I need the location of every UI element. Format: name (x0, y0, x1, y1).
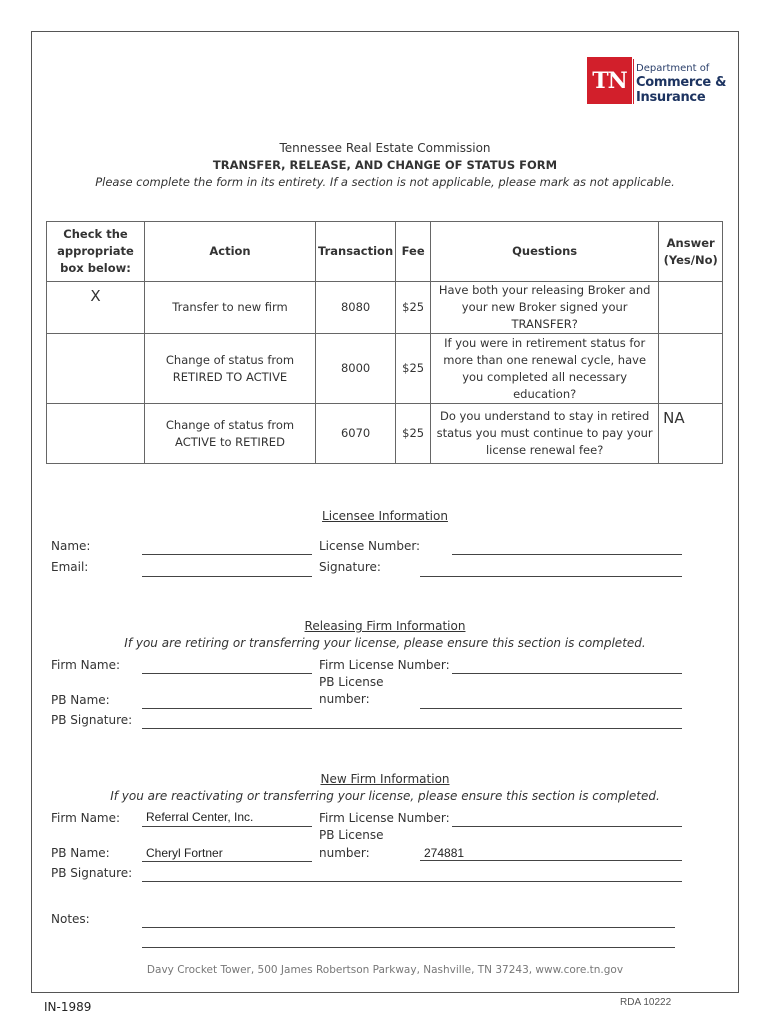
releasing-pb-signature-label: PB Signature: (51, 713, 133, 727)
action-line-1: Change of status from (165, 417, 295, 432)
action-cell (145, 404, 316, 464)
new-firm-name-label: Firm Name: (51, 811, 121, 825)
rda-number: RDA 10222 (620, 997, 672, 1008)
table-row (47, 404, 723, 464)
tn-commerce-insurance-logo (587, 57, 727, 107)
new-firm-license-input[interactable] (452, 812, 682, 827)
form-id: IN-1989 (44, 1000, 92, 1014)
releasing-firm-license-input[interactable] (452, 659, 682, 674)
header-answer-line-2: (Yes/No) (663, 252, 718, 267)
action-line-2: ACTIVE to RETIRED (175, 434, 285, 449)
new-pb-license-value: 274881 (424, 846, 465, 860)
new-pb-name-label: PB Name: (51, 846, 110, 860)
action-table (46, 221, 723, 464)
new-firm-section-title: New Firm Information (320, 772, 450, 786)
license-number-input[interactable] (452, 540, 682, 555)
new-firm-section-subtitle: If you are reactivating or transferring your license, please ensure this section is completed. (110, 789, 660, 803)
releasing-pb-signature-input[interactable] (142, 714, 682, 729)
email-label: Email: (51, 560, 89, 574)
notes-input-line-1[interactable] (142, 913, 675, 928)
license-number-label: License Number: (319, 539, 421, 553)
signature-input[interactable] (420, 562, 682, 577)
name-input[interactable] (142, 540, 312, 555)
question-line-2: status you must continue to pay your (436, 426, 653, 440)
header-check-line-1: Check the (63, 227, 128, 241)
new-pb-name-value: Cheryl Fortner (146, 846, 223, 860)
answer-box-transfer[interactable] (659, 282, 723, 334)
tn-badge: TN (587, 57, 632, 104)
logo-line-2: Commerce & (636, 75, 727, 90)
table-header-row (47, 222, 723, 282)
question-line-2: more than one renewal cycle, have (443, 352, 647, 367)
header-answer-line-1: Answer (666, 235, 715, 250)
logo-line-3: Insurance (636, 90, 706, 105)
header-check-line-3: box below: (60, 261, 131, 275)
header-check-line-2: appropriate (57, 244, 134, 258)
header-action: Action (145, 222, 316, 282)
question-line-2: your new Broker signed your (461, 300, 628, 314)
check-box-active-to-retired[interactable] (47, 404, 145, 464)
releasing-pb-license-label-2: number: (319, 692, 370, 706)
commission-name: Tennessee Real Estate Commission (279, 141, 491, 155)
table-row (47, 282, 723, 334)
logo-divider (633, 59, 634, 104)
check-box-retired-to-active[interactable] (47, 334, 145, 404)
new-pb-license-label-2: number: (319, 846, 370, 860)
header-check (47, 222, 145, 282)
licensee-section-title: Licensee Information (322, 509, 448, 523)
transaction-cell: 6070 (316, 404, 396, 464)
notes-label: Notes: (51, 912, 90, 926)
footer-address: Davy Crocket Tower, 500 James Robertson Parkway, Nashville, TN 37243, www.core.tn.gov (146, 964, 624, 976)
releasing-pb-name-label: PB Name: (51, 693, 110, 707)
releasing-section-title: Releasing Firm Information (304, 619, 466, 633)
new-firm-name-value: Referral Center, Inc. (146, 810, 254, 824)
transaction-cell: 8000 (316, 334, 396, 404)
question-line-1: Do you understand to stay in retired (440, 409, 650, 423)
releasing-pb-name-input[interactable] (142, 694, 312, 709)
action-line-2: RETIRED TO ACTIVE (172, 369, 288, 384)
check-box-transfer[interactable]: X (47, 282, 145, 334)
question-cell (431, 404, 659, 464)
form-instructions: Please complete the form in its entirety. If a section is not applicable, please mark as not applicable. (95, 175, 675, 189)
signature-label: Signature: (319, 560, 381, 574)
question-line-4: education? (513, 386, 577, 401)
logo-line-1: Department of (636, 63, 710, 74)
fee-cell: $25 (396, 334, 431, 404)
question-line-1: Have both your releasing Broker and (438, 283, 651, 297)
fee-cell: $25 (396, 282, 431, 334)
releasing-pb-license-label-1: PB License (319, 675, 384, 689)
action-cell (145, 334, 316, 404)
question-line-3: you completed all necessary (462, 369, 628, 384)
header-answer (659, 222, 723, 282)
action-line-1: Transfer to new firm (172, 300, 288, 314)
new-pb-license-label-1: PB License (319, 828, 384, 842)
transaction-cell: 8080 (316, 282, 396, 334)
action-line-1: Change of status from (165, 352, 295, 367)
header-fee: Fee (396, 222, 431, 282)
name-label: Name: (51, 539, 91, 553)
releasing-section-subtitle: If you are retiring or transferring your license, please ensure this section is completed. (124, 636, 646, 650)
header-transaction: Transaction (316, 222, 396, 282)
email-input[interactable] (142, 562, 312, 577)
new-firm-license-label: Firm License Number: (319, 811, 450, 825)
question-cell (431, 282, 659, 334)
answer-box-active-to-retired[interactable]: NA (659, 404, 723, 464)
notes-input-line-2[interactable] (142, 933, 675, 948)
releasing-firm-name-input[interactable] (142, 659, 312, 674)
question-line-1: If you were in retirement status for (444, 335, 646, 350)
header-questions: Questions (431, 222, 659, 282)
answer-box-retired-to-active[interactable] (659, 334, 723, 404)
question-line-3: TRANSFER? (511, 317, 578, 331)
releasing-firm-name-label: Firm Name: (51, 658, 121, 672)
fee-cell: $25 (396, 404, 431, 464)
form-title: TRANSFER, RELEASE, AND CHANGE OF STATUS FORM (212, 158, 558, 172)
table-row (47, 334, 723, 404)
releasing-firm-license-label: Firm License Number: (319, 658, 450, 672)
new-pb-signature-label: PB Signature: (51, 866, 133, 880)
question-cell (431, 334, 659, 404)
new-pb-signature-input[interactable] (142, 867, 682, 882)
question-line-3: license renewal fee? (485, 443, 604, 457)
action-cell (145, 282, 316, 334)
releasing-pb-license-input[interactable] (420, 694, 682, 709)
